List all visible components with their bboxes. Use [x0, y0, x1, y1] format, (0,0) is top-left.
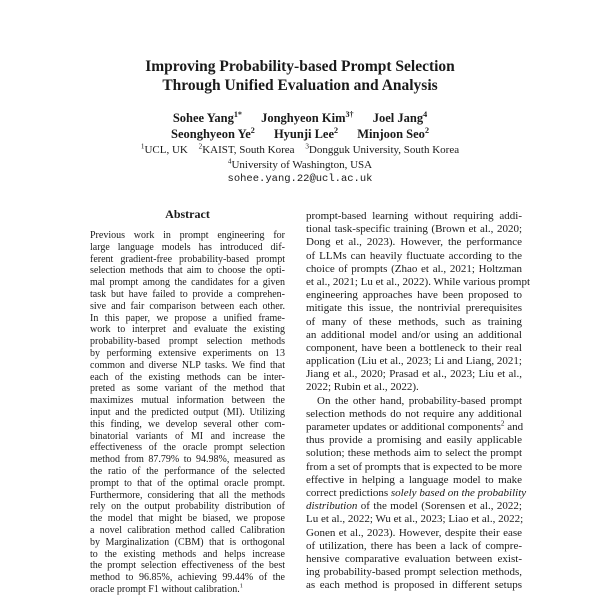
contact-email[interactable]: sohee.yang.22@ucl.ac.uk [227, 173, 373, 185]
italic-text: solely based on the probability [390, 486, 527, 499]
author: Minjoon Seo$^2$ [357, 125, 429, 141]
text-line: Dong et al., 2023). However, the performance [306, 236, 522, 249]
text-segment: parameter updates or additional components [306, 421, 501, 433]
text-line: the ratio of the performance of the selected [90, 465, 285, 477]
paper-title [0, 57, 600, 95]
text-line: to the existing methods and helps increase [90, 548, 285, 560]
text-line: preted as some variant of the method that [90, 383, 285, 395]
text-line: Previous work in prompt engineering for [90, 230, 285, 241]
text-line: method to 96.85%, achieving 99.44% of the [90, 572, 285, 584]
text-segment: 2022; Rubin et al., 2022). [306, 381, 419, 394]
text-line: binatorial variants of MI and increase the [90, 430, 285, 442]
footnote-marker[interactable]: 1 [239, 582, 243, 590]
footnote-marker[interactable]: 2 [500, 419, 505, 428]
abstract-heading: Abstract [165, 207, 210, 221]
text-line: In this paper, we propose a unified frame- [90, 312, 285, 324]
text-line: thus provide a promising and easily applicable [306, 434, 522, 447]
text-line: from a set of prompts that is expected to be more [306, 460, 522, 473]
text-line: engineering approaches have been proposed to [306, 289, 522, 302]
text-segment: On the other hand, probability-based prompt [317, 394, 522, 407]
text-line [306, 500, 522, 513]
text-line: prompt-based learning without requiring addi- [306, 210, 522, 222]
text-line: by performing extensive experiments on 13 [90, 347, 285, 359]
text-line: et al., 2021; Lu et al., 2022). While various prompt [306, 275, 531, 288]
author: Hyunji Lee$^2$ [273, 125, 339, 141]
text-line: ing probability-based prompt selection methods, [306, 566, 522, 579]
author: Seonghyeon Ye$^2$ [171, 125, 255, 141]
text-line: maximizes mutual information between the [90, 395, 285, 407]
author-row [0, 127, 600, 143]
affiliation: $^2$KAIST, South Korea [198, 142, 295, 156]
introduction-body [306, 210, 531, 592]
affiliation: $^1$UCL, UK [140, 142, 188, 156]
text-segment: of the model (Sorensen et al., 2022; [357, 500, 522, 513]
author-row [0, 111, 600, 127]
affiliations [0, 143, 600, 187]
text-line: task but have failed to provide a comprehen- [90, 288, 285, 300]
author-list [0, 111, 600, 142]
text-line: sive and fair comparison between each other. [90, 300, 285, 312]
author: Jonghyeon Kim$^{3\dagger}$ [261, 109, 354, 125]
text-line: an additional model and/or using an additional [306, 328, 522, 341]
text-line [306, 486, 527, 500]
text-line: ferent gradient-free probability-based prompt [90, 253, 285, 265]
affiliation: $^3$Dongguk University, South Korea [305, 142, 460, 156]
text-line: work to interpret and evaluate the existing [90, 324, 285, 336]
text-line: input and the predicted output (MI). Utilizing [90, 406, 285, 418]
text-line [306, 381, 522, 394]
text-line: as each method is proposed in different setups [306, 579, 522, 592]
text-line: selection methods do not require any additional [306, 407, 522, 420]
affiliation-row [0, 158, 600, 173]
text-line: common and diverse NLP tasks. We find that [90, 359, 285, 371]
text-line: of many of these methods, such as training [306, 315, 522, 328]
text-line: effectiveness of the oracle prompt selection [90, 442, 285, 454]
text-line: large language models has introduced dif- [90, 241, 285, 253]
text-line: of LLMs can heavily fluctuate according to the [306, 249, 522, 262]
text-line: a novel calibration method called Calibration [90, 524, 285, 536]
text-line: selection methods that aim to choose the opti- [90, 265, 285, 277]
text-line [306, 421, 522, 434]
text-line: mal prompt among the candidates for a given [90, 277, 285, 289]
text-segment: oracle prompt F1 without calibration. [90, 583, 240, 595]
text-line: component, have been a bottleneck to their real [306, 341, 522, 354]
text-line: the prompt selection effectiveness of the best [90, 560, 285, 572]
author: Joel Jang$^4$ [372, 109, 428, 125]
text-line [90, 584, 285, 596]
text-line: solution; these methods aim to select the prompt [306, 447, 522, 460]
text-line: the model that might be biased, we propose [90, 513, 285, 525]
text-line: probability-based prompt selection methods [90, 336, 285, 348]
affiliation: $^4$University of Washington, USA [227, 156, 373, 171]
text-line [306, 395, 522, 408]
text-line: Jiang et al., 2020; Prasad et al., 2023; Liu et al., [306, 368, 522, 381]
text-line: prompt to that of the optimal oracle prompt. [90, 477, 285, 489]
text-line: tional task-specific training (Brown et al., 2020; [306, 223, 522, 236]
text-segment: and [504, 421, 524, 433]
abstract-body [90, 230, 285, 596]
text-line: application (Liu et al., 2023; Li and Liang, 2021; [306, 355, 522, 368]
text-line: method from 87.79% to 94.98%, measured as [90, 454, 285, 466]
text-line: this finding, we develop several other com- [90, 418, 285, 430]
title-line: Improving Probability-based Prompt Selection [145, 58, 455, 75]
text-line: hensive comparative evaluation between exist- [306, 552, 522, 565]
text-line: effective in helping a language model to make [306, 473, 522, 486]
text-line: mitigate this issue, the nontrivial prerequisites [306, 302, 522, 315]
text-line: Furthermore, considering that all the methods [90, 489, 285, 501]
text-line: rely on the output probability distribution of [90, 501, 285, 513]
italic-text: distribution [306, 500, 358, 513]
text-line: of utilization, there has been a lack of compre- [306, 539, 522, 552]
text-segment: correct predictions [306, 486, 391, 499]
text-line: by Marginalization (CBM) that is orthogonal [90, 536, 285, 548]
author: Sohee Yang$^{1*}$ [172, 109, 242, 125]
text-line: Gonen et al., 2023). However, despite their ease [306, 526, 522, 539]
text-line: choice of prompts (Zhao et al., 2021; Holtzman [306, 262, 522, 275]
title-line: Through Unified Evaluation and Analysis [162, 77, 438, 94]
text-line: Lu et al., 2022; Wu et al., 2023; Liao et al., 2022; [306, 513, 524, 526]
text-line: each of the existing methods can be inter- [90, 371, 285, 383]
affiliation-row [0, 143, 600, 158]
